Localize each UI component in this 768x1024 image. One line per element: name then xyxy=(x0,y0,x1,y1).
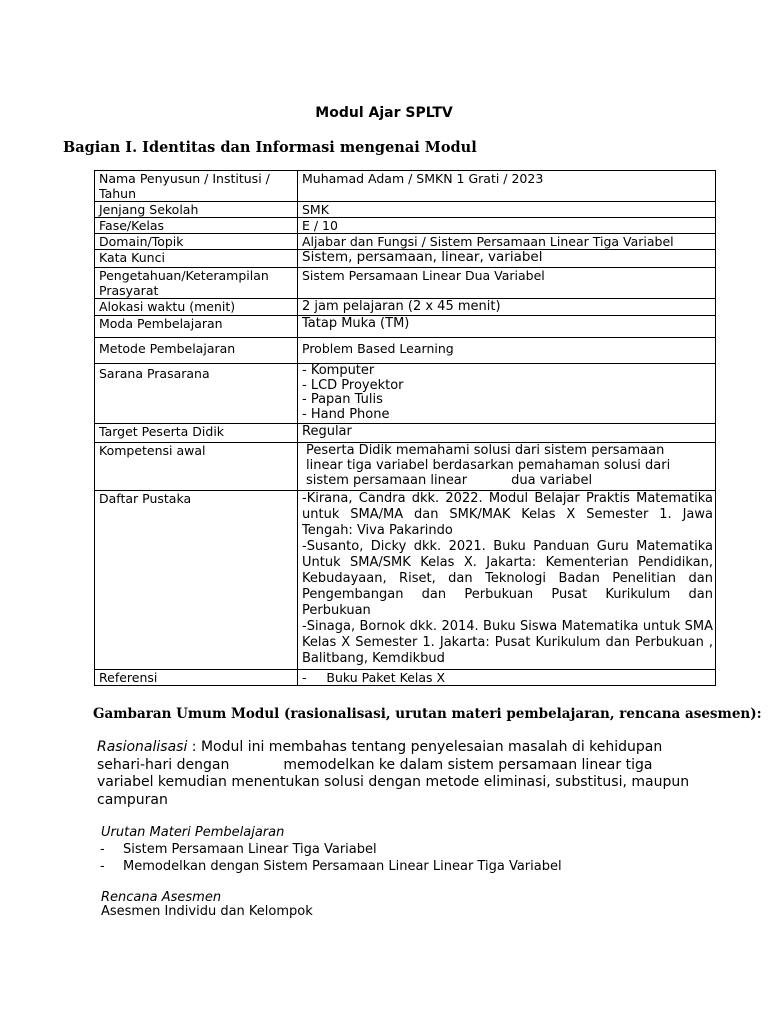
row-value: 2 jam pelajaran (2 x 45 menit) xyxy=(298,299,716,316)
row-label: Metode Pembelajaran xyxy=(95,338,298,364)
table-row xyxy=(95,364,716,424)
list-item-text: Memodelkan dengan Sistem Persamaan Linear Linear Tiga Variabel xyxy=(123,859,562,874)
row-value: E / 10 xyxy=(298,218,716,234)
row-value xyxy=(298,443,716,491)
sequence-list xyxy=(100,841,562,875)
row-value: Muhamad Adam / SMKN 1 Grati / 2023 xyxy=(298,171,716,202)
text-line: dua variabel xyxy=(511,473,593,488)
row-label: Kompetensi awal xyxy=(95,443,298,491)
rationale-paragraph xyxy=(97,739,697,809)
row-value: Sistem, persamaan, linear, variabel xyxy=(298,250,716,268)
row-label: Pengetahuan/Keterampilan Prasyarat xyxy=(95,268,298,299)
table-row xyxy=(95,171,716,202)
row-value: Sistem Persamaan Linear Dua Variabel xyxy=(298,268,716,299)
reference-entry: -Kirana, Candra dkk. 2022. Modul Belajar Praktis Matematika untuk SMA/MA dan SMK/MAK Kelas X Semester 1. Jawa Tengah: Viva Pakarindo xyxy=(302,491,713,538)
row-value: Aljabar dan Fungsi / Sistem Persamaan Linear Tiga Variabel xyxy=(298,234,716,250)
row-label: Sarana Prasarana xyxy=(95,364,298,424)
table-row xyxy=(95,268,716,299)
list-item xyxy=(100,858,562,875)
list-item: - LCD Proyektor xyxy=(302,377,404,393)
table-row xyxy=(95,443,716,491)
module-info-table xyxy=(94,170,716,686)
row-label: Target Peserta Didik xyxy=(95,424,298,443)
table-row xyxy=(95,234,716,250)
text-line: sistem persamaan linear xyxy=(306,473,468,488)
document-title: Modul Ajar SPLTV xyxy=(315,105,453,121)
table-row xyxy=(95,491,716,670)
reference-entry: -Sinaga, Bornok dkk. 2014. Buku Siswa Matematika untuk SMA Kelas X Semester 1. Jakarta: Pusat Kurikulum dan Perbukuan , Balitbang, Kemdikbud xyxy=(302,619,713,666)
table-row xyxy=(95,338,716,364)
list-item: - Papan Tulis xyxy=(302,392,383,407)
row-value xyxy=(298,491,716,670)
row-value xyxy=(298,364,716,424)
row-label: Daftar Pustaka xyxy=(95,491,298,670)
sequence-label: Urutan Materi Pembelajaran xyxy=(101,825,285,840)
row-value: Regular xyxy=(298,424,716,443)
list-item: - Komputer xyxy=(302,363,375,378)
list-item xyxy=(100,841,562,858)
table-row xyxy=(95,218,716,234)
table-row xyxy=(95,424,716,443)
row-label: Moda Pembelajaran xyxy=(95,316,298,338)
table-row xyxy=(95,250,716,268)
row-value: SMK xyxy=(298,202,716,218)
row-label: Referensi xyxy=(95,670,298,686)
row-label: Fase/Kelas xyxy=(95,218,298,234)
rationale-text: memodelkan ke dalam sistem persamaan linear tiga variabel kemudian menentukan solusi dengan metode eliminasi, substitusi, maupun campuran xyxy=(97,756,690,808)
list-item: - Hand Phone xyxy=(302,406,390,422)
table-row xyxy=(95,316,716,338)
row-label: Alokasi waktu (menit) xyxy=(95,299,298,316)
row-value: - Buku Paket Kelas X xyxy=(298,670,716,686)
rationale-label: Rasionalisasi xyxy=(97,739,188,755)
list-dash: - xyxy=(100,859,105,874)
row-label: Jenjang Sekolah xyxy=(95,202,298,218)
overview-heading: Gambaran Umum Modul (rasionalisasi, urutan materi pembelajaran, rencana asesmen): xyxy=(93,706,762,722)
assessment-label: Rencana Asesmen xyxy=(101,890,222,905)
row-label: Kata Kunci xyxy=(95,250,298,268)
row-value: Problem Based Learning xyxy=(298,338,716,364)
row-label: Nama Penyusun / Institusi / Tahun xyxy=(95,171,298,202)
row-label: Domain/Topik xyxy=(95,234,298,250)
section-title: Bagian I. Identitas dan Informasi mengenai Modul xyxy=(63,139,477,156)
assessment-text: Asesmen Individu dan Kelompok xyxy=(101,904,313,919)
row-value: Tatap Muka (TM) xyxy=(298,316,716,338)
table-row xyxy=(95,202,716,218)
assessment-text-clipped xyxy=(101,904,313,919)
table-row xyxy=(95,299,716,316)
text-line: linear tiga variabel berdasarkan pemahaman solusi dari xyxy=(306,458,671,473)
list-dash: - xyxy=(100,842,105,857)
reference-entry: -Susanto, Dicky dkk. 2021. Buku Panduan Guru Matematika Untuk SMA/SMK Kelas X. Jakarta: Kementerian Pendidikan, Kebudayaan, Riset, dan Teknologi Badan Penelitian dan Pengembangan dan Perbukuan Pusat Kurikulum dan Perbukuan xyxy=(302,539,713,618)
list-item-text: Sistem Persamaan Linear Tiga Variabel xyxy=(123,842,377,857)
text-line-group xyxy=(306,473,711,488)
table-row xyxy=(95,670,716,686)
text-line: Peserta Didik memahami solusi dari sistem persamaan xyxy=(306,443,665,458)
rationale-text: : Modul ini membahas tentang penyelesaian masalah di kehidupan sehari-hari dengan xyxy=(97,739,663,773)
